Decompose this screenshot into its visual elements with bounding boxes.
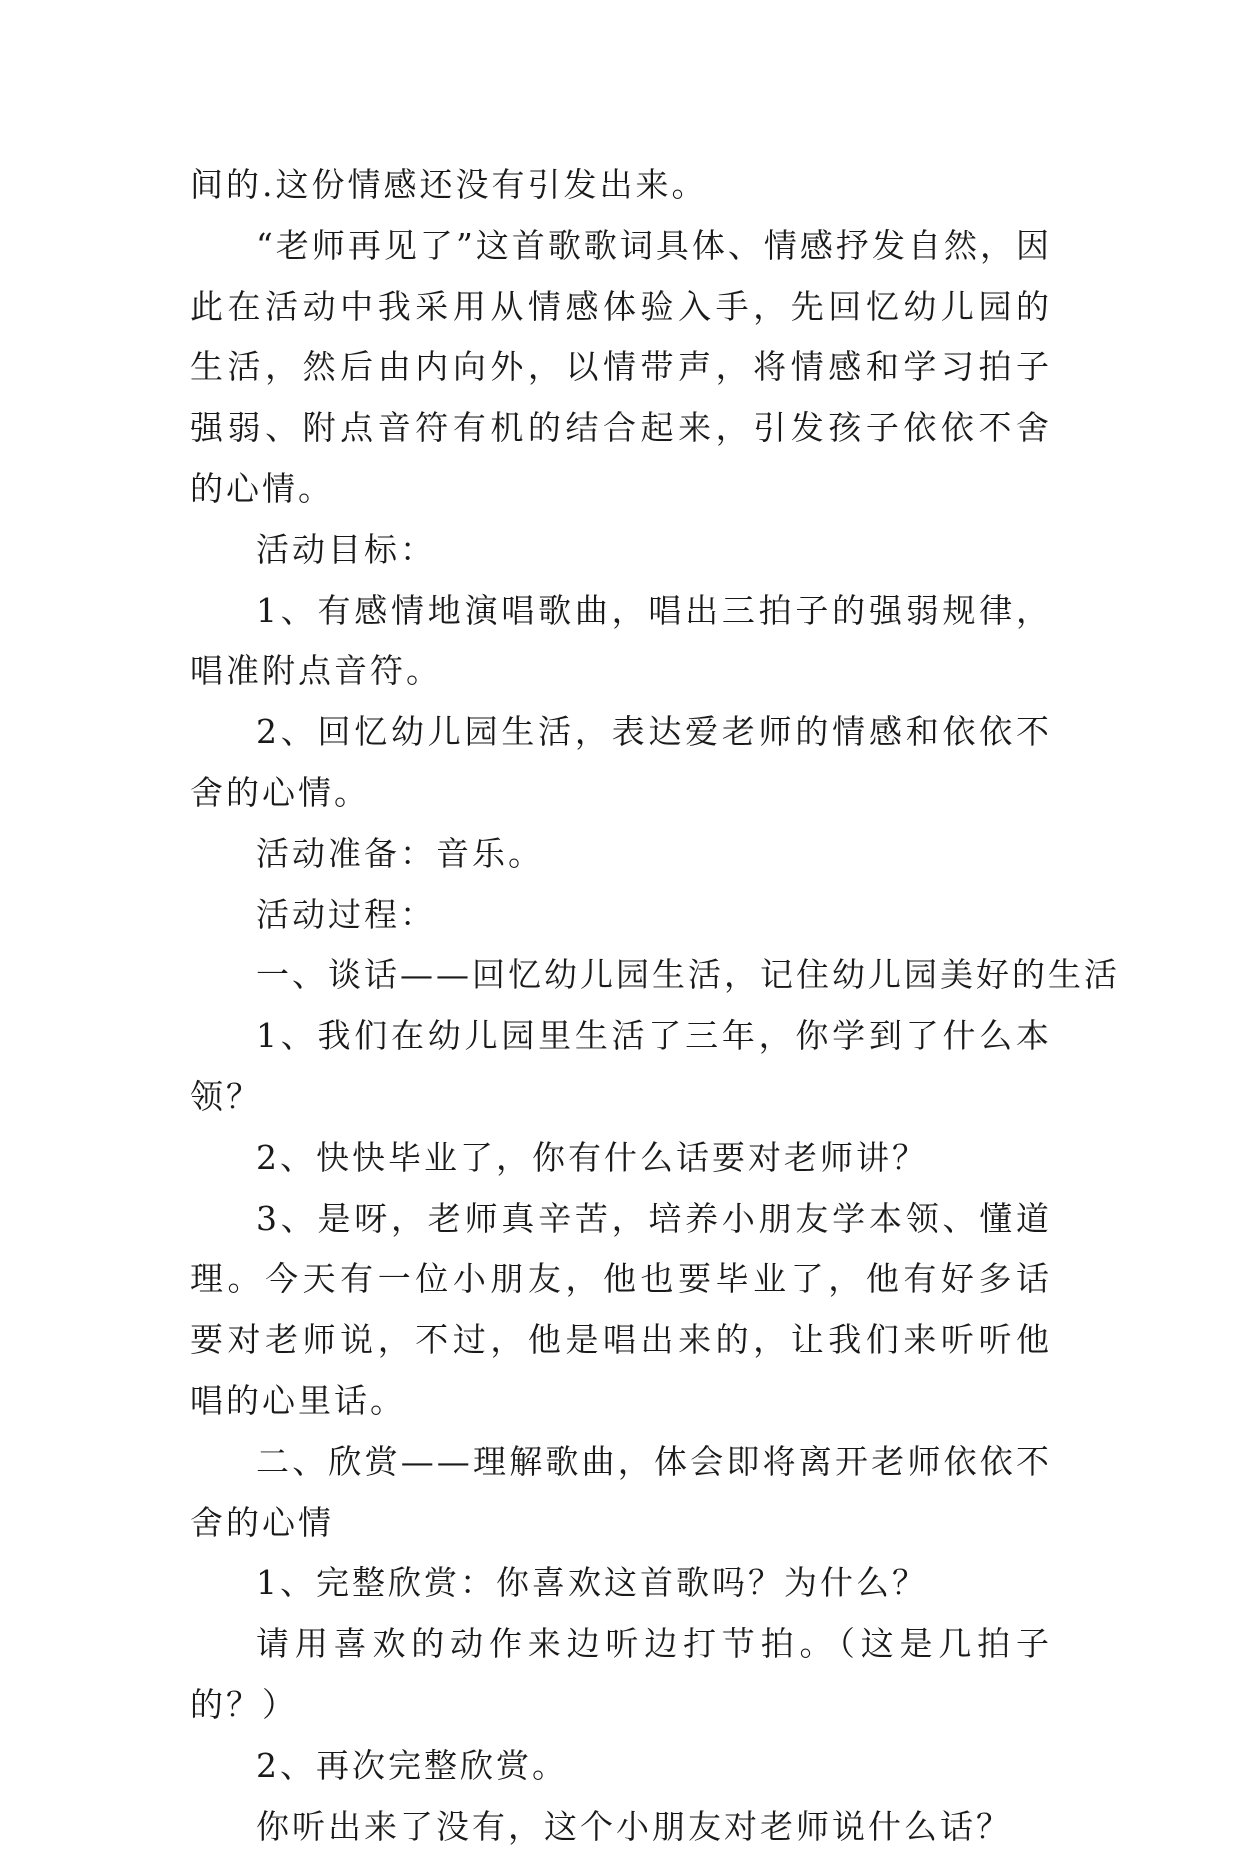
list-item: 1、我们在幼儿园里生活了三年，你学到了什么本领？ [190, 1016, 1052, 1116]
section-heading: 活动目标： [256, 529, 436, 569]
list-item: 2、回忆幼儿园生活，表达爱老师的情感和依依不舍的心情。 [190, 712, 1052, 812]
step-heading: 二、欣赏——理解歌曲，体会即将离开老师依依不舍的心情 [190, 1441, 1052, 1542]
paragraph: “老师再见了”这首歌歌词具体、情感抒发自然，因此在活动中我采用从情感体验入手，先回忆幼儿园的生活，然后由内向外，以情带声，将情感和学习拍子强弱、附点音符有机的结合起来，引发孩子依依不舍的心情。 [190, 225, 1052, 508]
paragraph: 你听出来了没有，这个小朋友对老师说什么话？ [256, 1806, 1012, 1846]
list-item: 2、再次完整欣赏。 [256, 1745, 568, 1785]
step-heading: 一、谈话——回忆幼儿园生活，记住幼儿园美好的生活 [256, 955, 1120, 995]
list-item: 2、快快毕业了，你有什么话要对老师讲？ [256, 1137, 928, 1177]
section-heading: 活动准备：音乐。 [256, 833, 544, 873]
paragraph: 请用喜欢的动作来边听边打节拍。（这是几拍子的？） [190, 1624, 1052, 1724]
list-item: 1、有感情地演唱歌曲，唱出三拍子的强弱规律，唱准附点音符。 [190, 590, 1052, 691]
list-item: 3、是呀，老师真辛苦，培养小朋友学本领、懂道理。今天有一位小朋友，他也要毕业了，他有好多话要对老师说，不过，他是唱出来的，让我们来听听他唱的心里话。 [190, 1198, 1052, 1420]
document-body [190, 155, 1120, 1857]
section-heading: 活动过程： [256, 894, 436, 934]
list-item: 1、完整欣赏：你喜欢这首歌吗？为什么？ [256, 1563, 928, 1603]
paragraph: 间的.这份情感还没有引发出来。 [190, 165, 708, 204]
